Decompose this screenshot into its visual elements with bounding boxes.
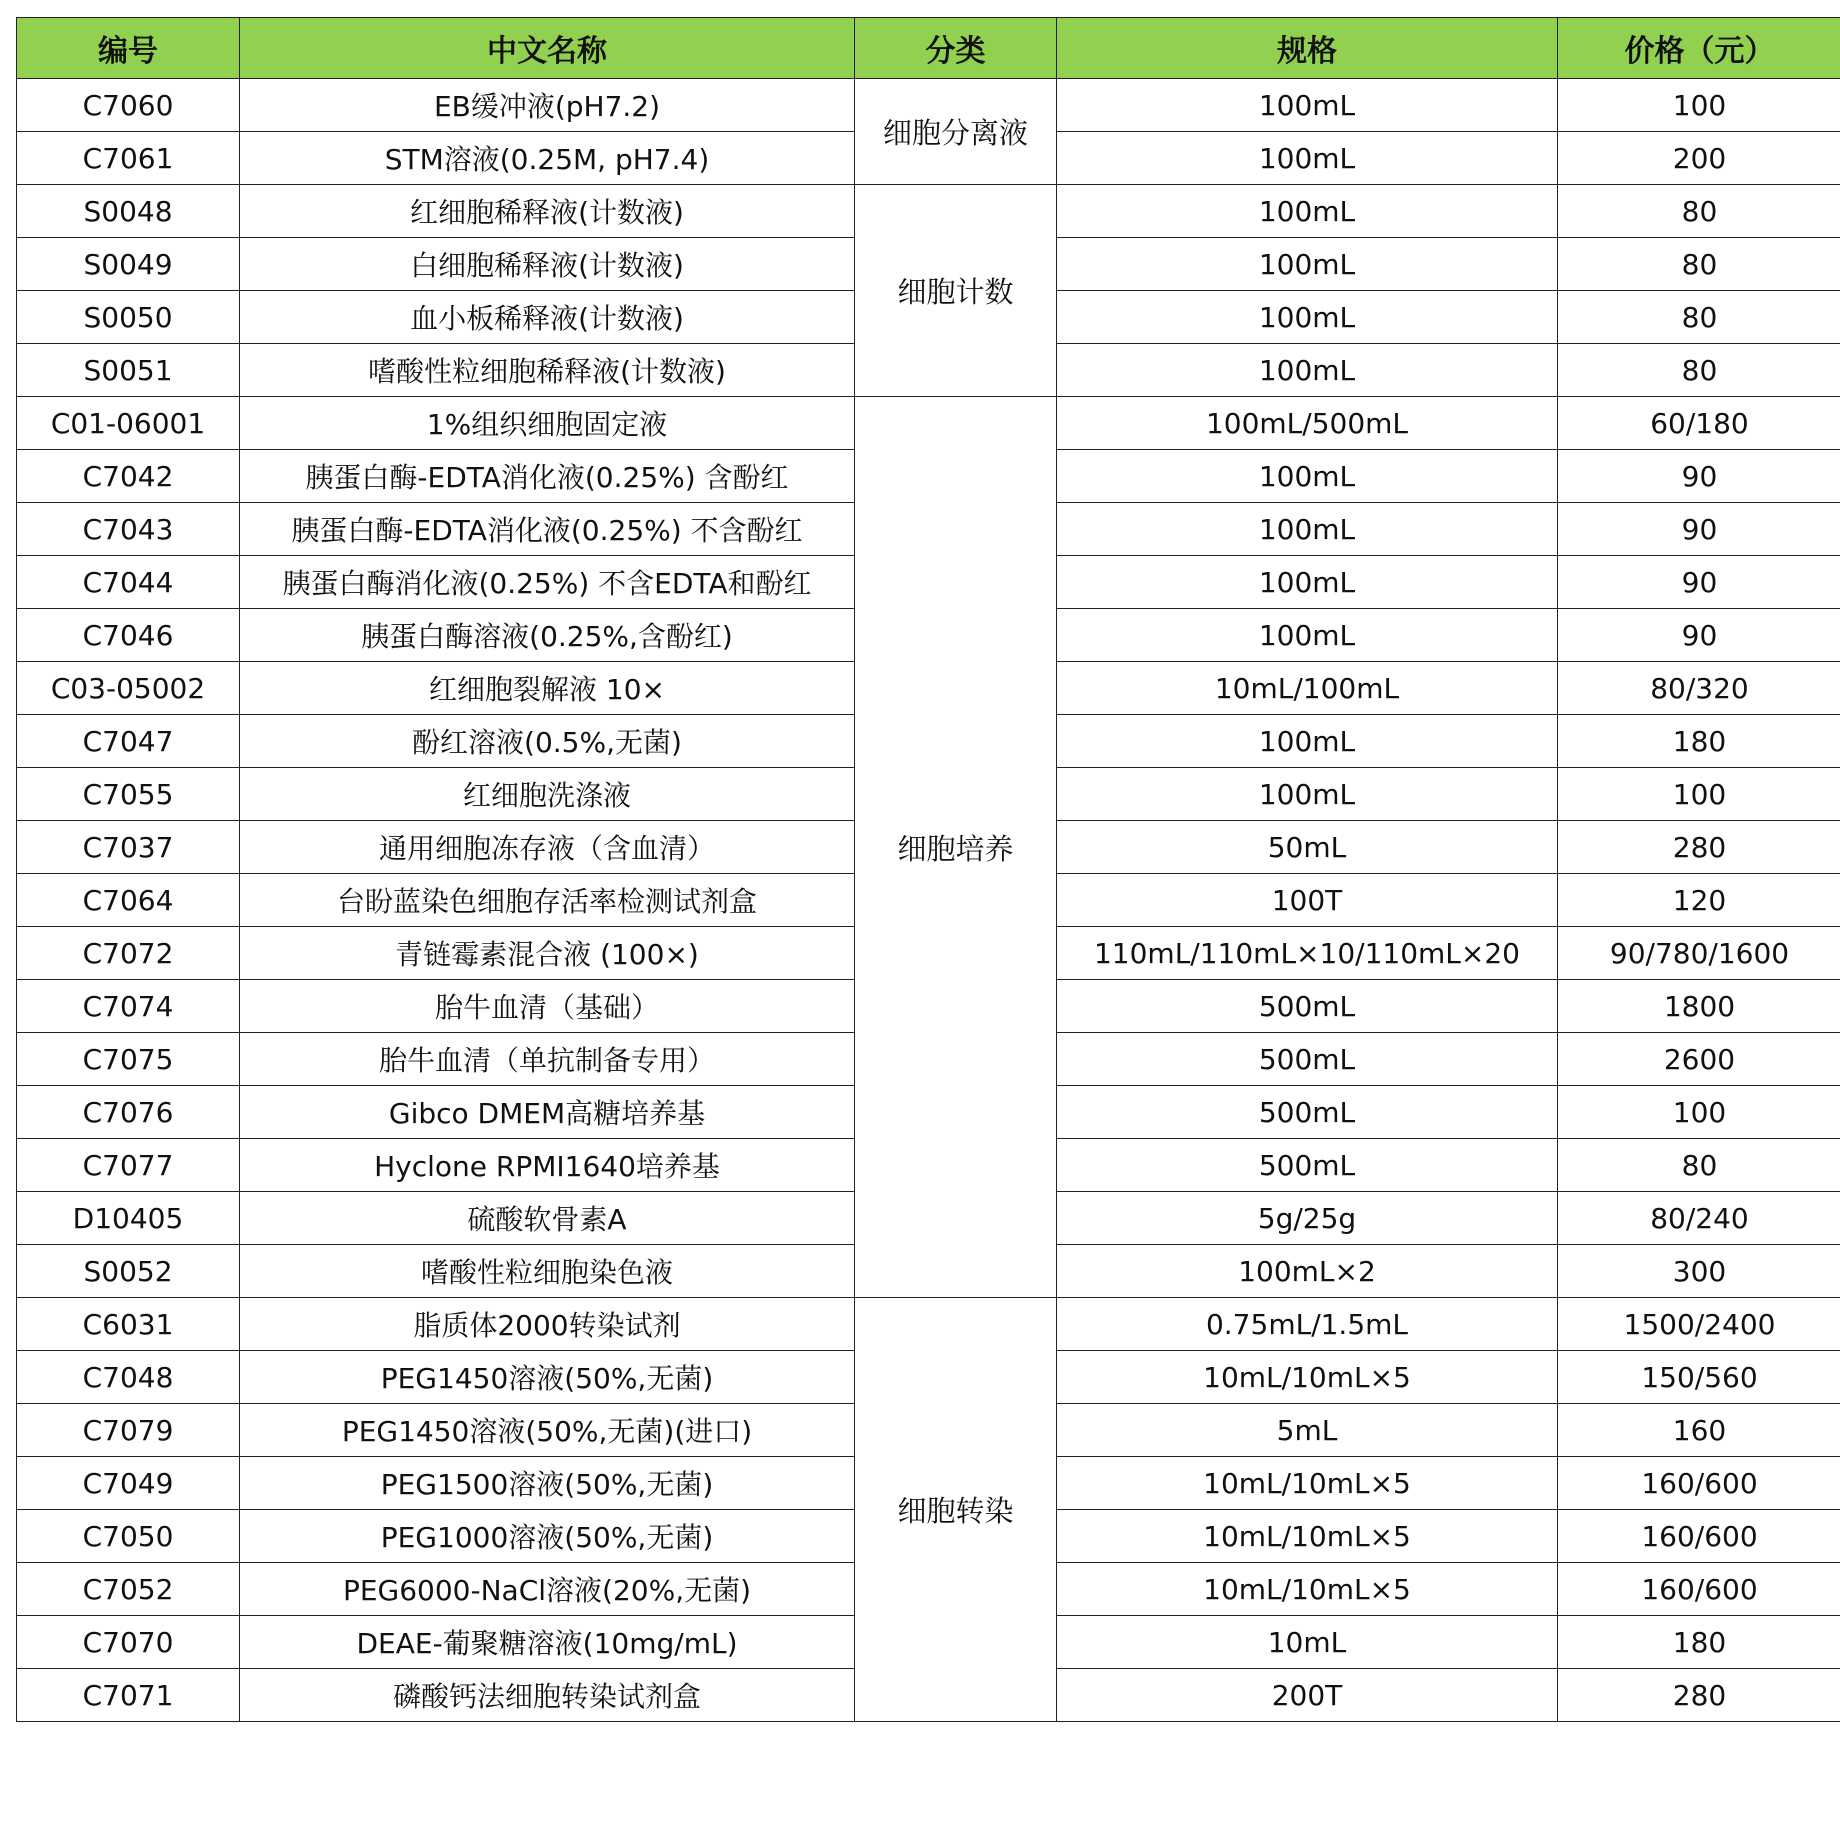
product-name: 磷酸钙法细胞转染试剂盒 (240, 1669, 855, 1722)
product-price: 80 (1558, 1139, 1840, 1192)
product-spec: 10mL/10mL×5 (1057, 1563, 1558, 1616)
product-spec: 100mL (1057, 291, 1558, 344)
header-category: 分类 (855, 18, 1057, 79)
table-row (17, 397, 1840, 450)
product-name: 胰蛋白酶溶液(0.25%,含酚红) (240, 609, 855, 662)
product-name: 嗜酸性粒细胞稀释液(计数液) (240, 344, 855, 397)
product-spec: 10mL/10mL×5 (1057, 1510, 1558, 1563)
product-price: 80/320 (1558, 662, 1840, 715)
product-price: 90/780/1600 (1558, 927, 1840, 980)
product-code: C7077 (17, 1139, 240, 1192)
header-price: 价格（元） (1558, 18, 1840, 79)
product-name: 胎牛血清（单抗制备专用） (240, 1033, 855, 1086)
product-name: 红细胞稀释液(计数液) (240, 185, 855, 238)
product-code: C7037 (17, 821, 240, 874)
header-row (17, 18, 1840, 79)
product-code: C7046 (17, 609, 240, 662)
product-price: 160/600 (1558, 1563, 1840, 1616)
product-spec: 50mL (1057, 821, 1558, 874)
product-spec: 100mL (1057, 715, 1558, 768)
header-name: 中文名称 (240, 18, 855, 79)
product-name: 酚红溶液(0.5%,无菌) (240, 715, 855, 768)
table-row (17, 185, 1840, 238)
table-row (17, 79, 1840, 132)
product-code: C7060 (17, 79, 240, 132)
product-name: 通用细胞冻存液（含血清） (240, 821, 855, 874)
product-code: C01-06001 (17, 397, 240, 450)
product-price: 80 (1558, 344, 1840, 397)
product-spec: 500mL (1057, 1033, 1558, 1086)
product-price: 120 (1558, 874, 1840, 927)
product-spec: 100mL (1057, 768, 1558, 821)
product-price: 150/560 (1558, 1351, 1840, 1404)
product-price: 1500/2400 (1558, 1298, 1840, 1351)
product-code: S0051 (17, 344, 240, 397)
category-cell: 细胞分离液 (855, 79, 1057, 185)
product-code: C7071 (17, 1669, 240, 1722)
product-code: S0050 (17, 291, 240, 344)
product-spec: 5mL (1057, 1404, 1558, 1457)
product-spec: 200T (1057, 1669, 1558, 1722)
product-price: 90 (1558, 556, 1840, 609)
product-name: PEG1500溶液(50%,无菌) (240, 1457, 855, 1510)
product-name: 胰蛋白酶消化液(0.25%) 不含EDTA和酚红 (240, 556, 855, 609)
product-code: C7064 (17, 874, 240, 927)
price-list-page (16, 17, 1840, 1722)
product-spec: 0.75mL/1.5mL (1057, 1298, 1558, 1351)
product-spec: 100mL (1057, 503, 1558, 556)
product-code: C7047 (17, 715, 240, 768)
product-spec: 500mL (1057, 1086, 1558, 1139)
product-name: 红细胞裂解液 10× (240, 662, 855, 715)
header-spec: 规格 (1057, 18, 1558, 79)
product-spec: 100mL/500mL (1057, 397, 1558, 450)
product-price: 90 (1558, 609, 1840, 662)
product-code: C7061 (17, 132, 240, 185)
product-name: PEG6000-NaCl溶液(20%,无菌) (240, 1563, 855, 1616)
product-price: 100 (1558, 1086, 1840, 1139)
product-code: C7055 (17, 768, 240, 821)
product-price: 100 (1558, 768, 1840, 821)
product-name: PEG1000溶液(50%,无菌) (240, 1510, 855, 1563)
product-spec: 500mL (1057, 1139, 1558, 1192)
product-spec: 10mL/100mL (1057, 662, 1558, 715)
product-price: 160 (1558, 1404, 1840, 1457)
product-code: D10405 (17, 1192, 240, 1245)
product-code: S0049 (17, 238, 240, 291)
product-spec: 100mL×2 (1057, 1245, 1558, 1298)
product-code: C7076 (17, 1086, 240, 1139)
product-code: C7072 (17, 927, 240, 980)
product-spec: 100mL (1057, 132, 1558, 185)
product-spec: 100T (1057, 874, 1558, 927)
product-name: 红细胞洗涤液 (240, 768, 855, 821)
product-name: Gibco DMEM高糖培养基 (240, 1086, 855, 1139)
product-spec: 100mL (1057, 79, 1558, 132)
product-name: 硫酸软骨素A (240, 1192, 855, 1245)
product-code: C7075 (17, 1033, 240, 1086)
product-name: PEG1450溶液(50%,无菌)(进口) (240, 1404, 855, 1457)
product-code: C6031 (17, 1298, 240, 1351)
category-cell: 细胞培养 (855, 397, 1057, 1298)
product-price: 180 (1558, 1616, 1840, 1669)
product-spec: 100mL (1057, 556, 1558, 609)
product-name: DEAE-葡聚糖溶液(10mg/mL) (240, 1616, 855, 1669)
product-name: EB缓冲液(pH7.2) (240, 79, 855, 132)
product-name: PEG1450溶液(50%,无菌) (240, 1351, 855, 1404)
category-cell: 细胞转染 (855, 1298, 1057, 1722)
product-name: 1%组织细胞固定液 (240, 397, 855, 450)
product-name: 白细胞稀释液(计数液) (240, 238, 855, 291)
product-spec: 100mL (1057, 609, 1558, 662)
product-spec: 100mL (1057, 450, 1558, 503)
product-code: C7050 (17, 1510, 240, 1563)
product-price: 200 (1558, 132, 1840, 185)
product-code: C7042 (17, 450, 240, 503)
product-spec: 110mL/110mL×10/110mL×20 (1057, 927, 1558, 980)
product-spec: 10mL (1057, 1616, 1558, 1669)
product-price: 100 (1558, 79, 1840, 132)
product-code: C7048 (17, 1351, 240, 1404)
header-code: 编号 (17, 18, 240, 79)
product-price: 80 (1558, 291, 1840, 344)
product-code: C7070 (17, 1616, 240, 1669)
product-code: S0048 (17, 185, 240, 238)
product-price: 280 (1558, 1669, 1840, 1722)
product-code: C7043 (17, 503, 240, 556)
product-price-table (16, 17, 1840, 1722)
product-code: S0052 (17, 1245, 240, 1298)
product-spec: 10mL/10mL×5 (1057, 1457, 1558, 1510)
product-name: 胰蛋白酶-EDTA消化液(0.25%) 含酚红 (240, 450, 855, 503)
product-name: 血小板稀释液(计数液) (240, 291, 855, 344)
product-spec: 100mL (1057, 185, 1558, 238)
product-spec: 10mL/10mL×5 (1057, 1351, 1558, 1404)
product-name: 脂质体2000转染试剂 (240, 1298, 855, 1351)
product-price: 160/600 (1558, 1457, 1840, 1510)
product-name: 胎牛血清（基础） (240, 980, 855, 1033)
product-price: 80 (1558, 185, 1840, 238)
product-price: 80 (1558, 238, 1840, 291)
product-price: 60/180 (1558, 397, 1840, 450)
product-code: C7044 (17, 556, 240, 609)
product-name: 青链霉素混合液 (100×) (240, 927, 855, 980)
product-code: C7079 (17, 1404, 240, 1457)
product-price: 280 (1558, 821, 1840, 874)
product-price: 80/240 (1558, 1192, 1840, 1245)
product-name: Hyclone RPMI1640培养基 (240, 1139, 855, 1192)
product-price: 2600 (1558, 1033, 1840, 1086)
product-spec: 100mL (1057, 344, 1558, 397)
product-price: 180 (1558, 715, 1840, 768)
product-name: STM溶液(0.25M, pH7.4) (240, 132, 855, 185)
product-code: C03-05002 (17, 662, 240, 715)
product-code: C7052 (17, 1563, 240, 1616)
product-spec: 100mL (1057, 238, 1558, 291)
product-spec: 500mL (1057, 980, 1558, 1033)
product-code: C7049 (17, 1457, 240, 1510)
product-price: 300 (1558, 1245, 1840, 1298)
table-row (17, 1298, 1840, 1351)
product-price: 160/600 (1558, 1510, 1840, 1563)
category-cell: 细胞计数 (855, 185, 1057, 397)
product-code: C7074 (17, 980, 240, 1033)
product-price: 1800 (1558, 980, 1840, 1033)
product-name: 胰蛋白酶-EDTA消化液(0.25%) 不含酚红 (240, 503, 855, 556)
product-price: 90 (1558, 450, 1840, 503)
product-price: 90 (1558, 503, 1840, 556)
product-name: 嗜酸性粒细胞染色液 (240, 1245, 855, 1298)
product-spec: 5g/25g (1057, 1192, 1558, 1245)
product-name: 台盼蓝染色细胞存活率检测试剂盒 (240, 874, 855, 927)
